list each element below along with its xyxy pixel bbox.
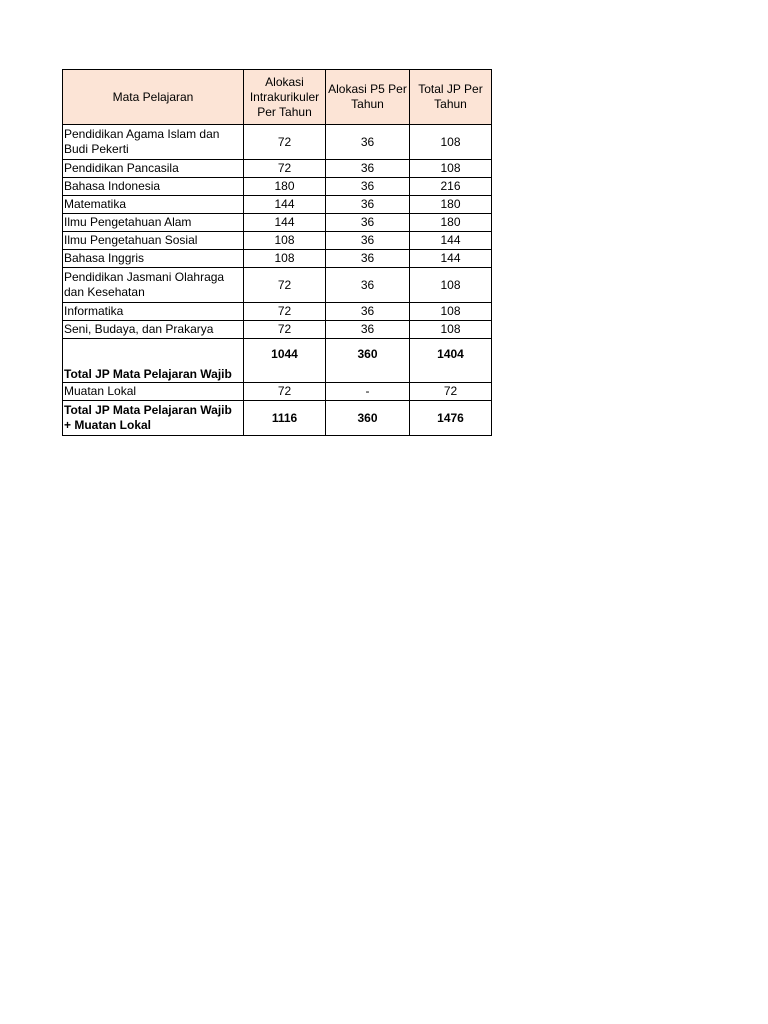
subject-cell: Informatika [63, 303, 244, 321]
intrakurikuler-cell: 144 [244, 214, 326, 232]
muatan-lokal-label: Muatan Lokal [63, 383, 244, 401]
intrakurikuler-cell: 72 [244, 160, 326, 178]
p5-cell: 36 [326, 196, 410, 214]
subject-cell: Ilmu Pengetahuan Sosial [63, 232, 244, 250]
intrakurikuler-cell: 108 [244, 232, 326, 250]
table-row [63, 232, 492, 250]
table-row [63, 321, 492, 339]
total-cell: 144 [410, 250, 492, 268]
header-p5: Alokasi P5 Per Tahun [326, 70, 410, 125]
subject-cell: Bahasa Indonesia [63, 178, 244, 196]
subject-cell: Ilmu Pengetahuan Alam [63, 214, 244, 232]
subject-cell: Pendidikan Jasmani Olahraga dan Kesehatan [63, 268, 244, 303]
subject-cell: Seni, Budaya, dan Prakarya [63, 321, 244, 339]
total-cell: 108 [410, 268, 492, 303]
subject-cell: Pendidikan Pancasila [63, 160, 244, 178]
jp-allocation-table [62, 69, 492, 436]
p5-cell: 36 [326, 303, 410, 321]
p5-cell: 36 [326, 232, 410, 250]
table-row [63, 214, 492, 232]
total-all-row [63, 401, 492, 436]
subject-cell: Matematika [63, 196, 244, 214]
table-row [63, 303, 492, 321]
total-cell: 108 [410, 160, 492, 178]
header-total: Total JP Per Tahun [410, 70, 492, 125]
table-row [63, 125, 492, 160]
table-row [63, 178, 492, 196]
intrakurikuler-cell: 108 [244, 250, 326, 268]
total-wajib-row [63, 339, 492, 383]
header-row [63, 70, 492, 125]
total-all-intrakurikuler: 1116 [244, 401, 326, 436]
total-cell: 180 [410, 196, 492, 214]
table-row [63, 268, 492, 303]
p5-cell: 36 [326, 160, 410, 178]
p5-cell: 36 [326, 178, 410, 196]
header-subject: Mata Pelajaran [63, 70, 244, 125]
p5-cell: 36 [326, 125, 410, 160]
table-row [63, 250, 492, 268]
total-cell: 108 [410, 303, 492, 321]
intrakurikuler-cell: 72 [244, 321, 326, 339]
total-cell: 216 [410, 178, 492, 196]
header-intrakurikuler: Alokasi Intrakurikuler Per Tahun [244, 70, 326, 125]
total-all-p5: 360 [326, 401, 410, 436]
muatan-lokal-p5: - [326, 383, 410, 401]
table-row [63, 196, 492, 214]
total-wajib-total: 1404 [410, 339, 492, 383]
subject-cell: Bahasa Inggris [63, 250, 244, 268]
total-wajib-label: Total JP Mata Pelajaran Wajib [63, 339, 244, 383]
table-body [63, 125, 492, 436]
p5-cell: 36 [326, 214, 410, 232]
intrakurikuler-cell: 144 [244, 196, 326, 214]
total-wajib-intrakurikuler: 1044 [244, 339, 326, 383]
p5-cell: 36 [326, 268, 410, 303]
table-row [63, 160, 492, 178]
muatan-lokal-row [63, 383, 492, 401]
intrakurikuler-cell: 72 [244, 268, 326, 303]
total-wajib-p5: 360 [326, 339, 410, 383]
total-all-label: Total JP Mata Pelajaran Wajib + Muatan Lokal [63, 401, 244, 436]
intrakurikuler-cell: 72 [244, 125, 326, 160]
p5-cell: 36 [326, 250, 410, 268]
intrakurikuler-cell: 72 [244, 303, 326, 321]
total-cell: 108 [410, 321, 492, 339]
p5-cell: 36 [326, 321, 410, 339]
muatan-lokal-intrakurikuler: 72 [244, 383, 326, 401]
muatan-lokal-total: 72 [410, 383, 492, 401]
total-cell: 180 [410, 214, 492, 232]
total-cell: 108 [410, 125, 492, 160]
total-cell: 144 [410, 232, 492, 250]
intrakurikuler-cell: 180 [244, 178, 326, 196]
total-all-total: 1476 [410, 401, 492, 436]
table-header [63, 70, 492, 125]
subject-cell: Pendidikan Agama Islam dan Budi Pekerti [63, 125, 244, 160]
